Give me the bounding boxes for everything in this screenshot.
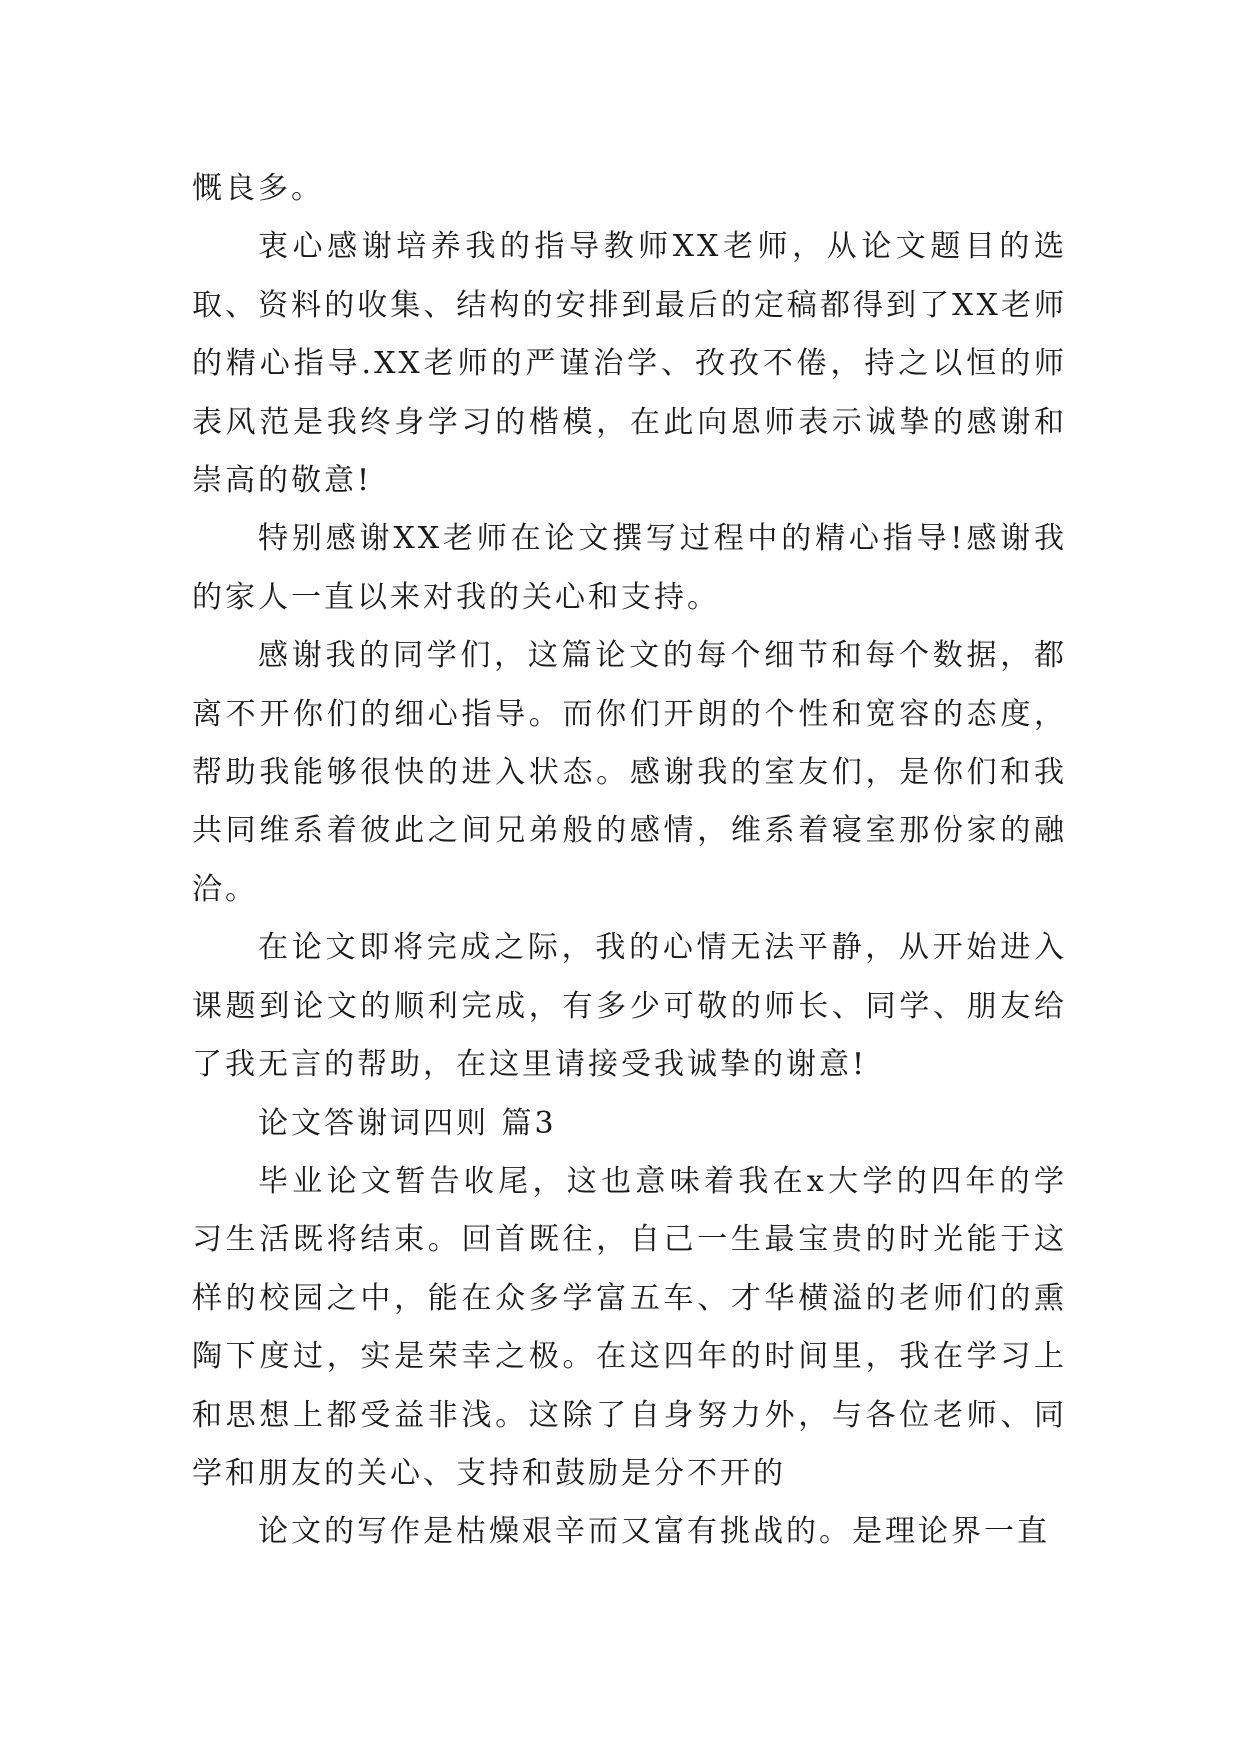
paragraph-closing: 在论文即将完成之际，我的心情无法平静，从开始进入课题到论文的顺利完成，有多少可敬的师长、同学、朋友给了我无言的帮助，在这里请接受我诚挚的谢意! xyxy=(192,930,1067,1083)
paragraph-writing: 论文的写作是枯燥艰辛而又富有挑战的。是理论界一直 xyxy=(258,1514,1050,1550)
paragraph-graduation: 毕业论文暂告收尾，这也意味着我在x大学的四年的学习生活既将结束。回首既往，自己一生最宝贵的时光能于这样的校园之中，能在众多学富五车、才华横溢的老师们的熏陶下度过，实是荣幸之极。在这四年的时间里，我在学习上和思想上都受益非浅。这除了自身努力外，与各位老师、同学和朋友的关心、支持和鼓励是分不开的 xyxy=(192,1163,1067,1491)
paragraph-continuation: 慨良多。 xyxy=(192,171,324,206)
paragraph-thanks-advisor: 衷心感谢培养我的指导教师XX老师，从论文题目的选取、资料的收集、结构的安排到最后的定稿都得到了XX老师的精心指导.XX老师的严谨治学、孜孜不倦，持之以恒的师表风范是我终身学习的楷模，在此向恩师表示诚挚的感谢和崇高的敬意! xyxy=(192,229,1067,499)
section-heading: 论文答谢词四则 篇3 xyxy=(258,1105,557,1141)
paragraph-thanks-family: 特别感谢XX老师在论文撰写过程中的精心指导!感谢我的家人一直以来对我的关心和支持。 xyxy=(192,521,1067,615)
paragraph-thanks-classmates: 感谢我的同学们，这篇论文的每个细节和每个数据，都离不开你们的细心指导。而你们开朗的个性和宽容的态度，帮助我能够很快的进入状态。感谢我的室友们，是你们和我共同维系着彼此之间兄弟般的感情，维系着寝室那份家的融洽。 xyxy=(192,638,1067,907)
document-body xyxy=(192,160,1067,1562)
